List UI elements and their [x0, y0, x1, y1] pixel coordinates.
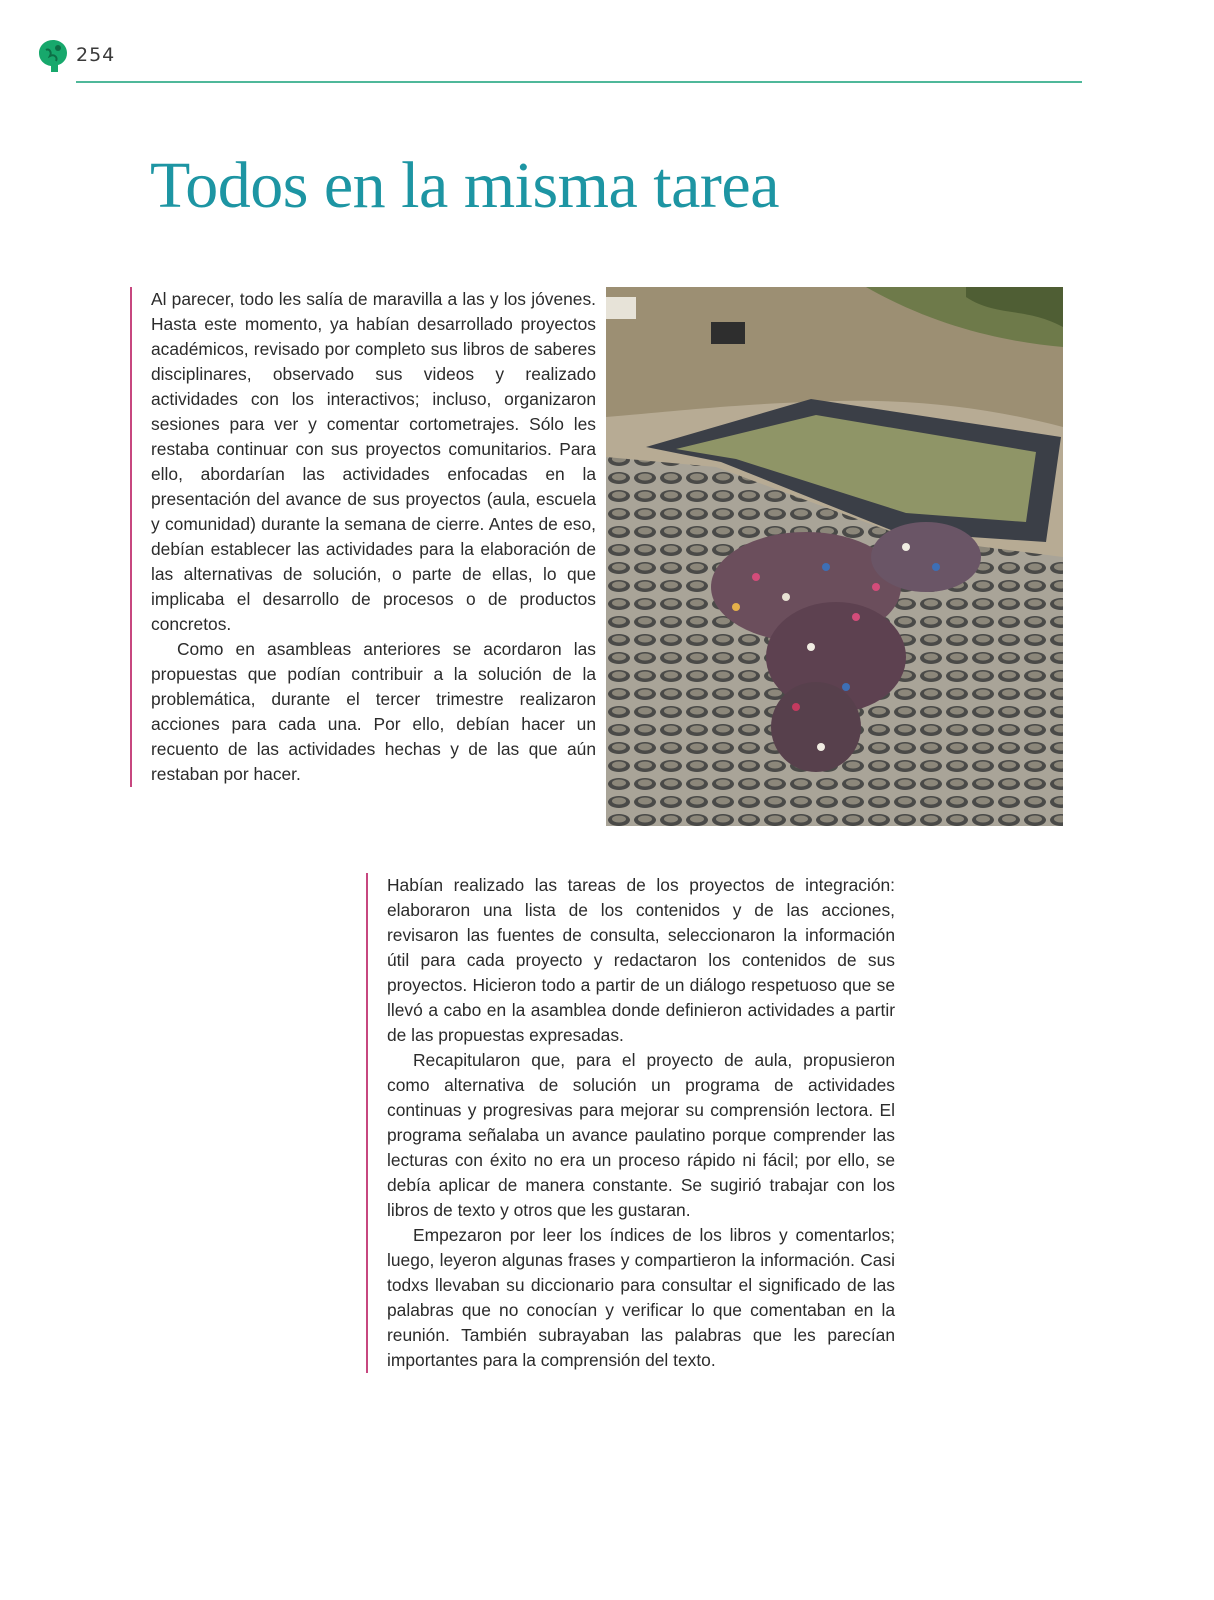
leaf-logo-icon	[36, 38, 70, 74]
paragraph: Como en asambleas anteriores se acordaron las propuestas que podían contribuir a la solución de la problemática, durante el tercer trimestre realizaron acciones para cada una. Por ello, debían hacer un recuento de las actividades hechas y de las que aún restaban por hacer.	[151, 639, 596, 784]
paragraph: Al parecer, todo les salía de maravilla a las y los jóvenes. Hasta este momento, ya habían desarrollado proyectos académicos, revisado por completo sus libros de saberes disciplinares, observado sus videos y realizado actividades con los interactivos; incluso, organizaron sesiones para ver y comentar cortometrajes. Sólo les restaba continuar con sus proyectos comunitarios. Para ello, abordarían las actividades enfocadas en la presentación del avance de sus proyectos (aula, escuela y comunidad) durante la semana de cierre. Antes de eso, debían establecer las actividades para la elaboración de las alternativas de solución, o parte de ellas, lo que implicaba el desarrollo de procesos o de productos concretos.	[151, 289, 596, 634]
paragraph: Empezaron por leer los índices de los libros y comentarlos; luego, leyeron algunas frases y compartieron la información. Casi todxs llevaban su diccionario para consultar el significado de las palabras que no conocían y verificar lo que comentaban en la reunión. También subrayaban las palabras que les parecían importantes para la comprensión del texto.	[387, 1225, 895, 1370]
paragraph: Habían realizado las tareas de los proyectos de integración: elaboraron una lista de los contenidos y de las acciones, revisaron las fuentes de consulta, seleccionaron la información útil para cada proyecto y redactaron los contenidos de sus proyectos. Hicieron todo a partir de un diálogo respetuoso que se llevó a cabo en la asamblea donde definieron actividades a partir de las propuestas expresadas.	[387, 875, 895, 1045]
page-title: Todos en la misma tarea	[150, 149, 780, 222]
page-number: 254	[76, 44, 116, 66]
paragraph: Recapitularon que, para el proyecto de aula, propusieron como alternativa de solución un programa de actividades continuas y progresivas para mejorar su comprensión lectora. El programa señalaba un avance paulatino porque comprender las lecturas con éxito no era un proceso rápido ni fácil; por ello, se debía aplicar de manera constante. Se sugirió trabajar con los libros de texto y otros que les gustaran.	[387, 1050, 895, 1220]
header-divider	[76, 81, 1082, 83]
text-section-top	[130, 287, 596, 787]
text-section-bottom	[366, 873, 895, 1373]
community-photo	[606, 287, 1063, 826]
